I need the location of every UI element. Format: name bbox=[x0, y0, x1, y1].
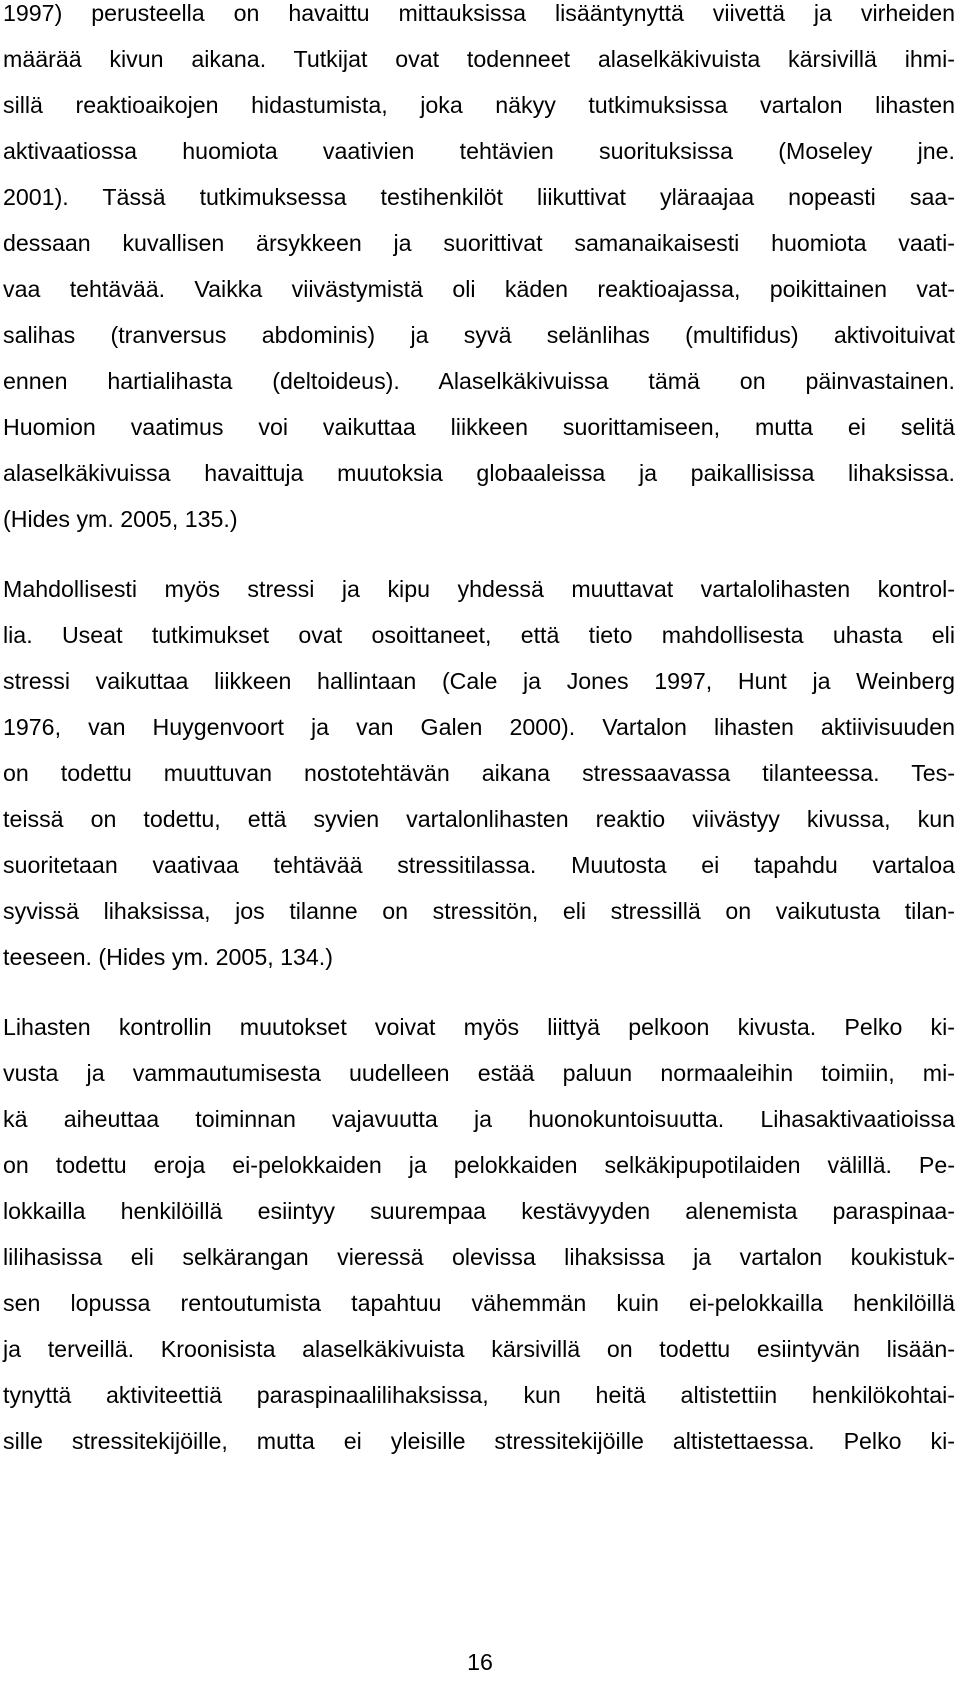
text-line: kä aiheuttaa toiminnan vajavuutta ja huonokuntoisuutta. Lihasaktivaatioissa bbox=[3, 1106, 955, 1132]
text-line: syvissä lihaksissa, jos tilanne on stressitön, eli stressillä on vaikutusta tilan- bbox=[3, 898, 955, 924]
text-line: sille stressitekijöille, mutta ei yleisille stressitekijöille altistettaessa. Pelko ki- bbox=[3, 1428, 955, 1454]
text-line: on todettu eroja ei-pelokkaiden ja pelokkaiden selkäkipupotilaiden välillä. Pe- bbox=[3, 1152, 955, 1178]
text-line: ennen hartialihasta (deltoideus). Alaselkäkivuissa tämä on päinvastainen. bbox=[3, 368, 955, 394]
text-line: lokkailla henkilöillä esiintyy suurempaa kestävyyden alenemista paraspinaa- bbox=[3, 1198, 955, 1224]
text-line: teissä on todettu, että syvien vartalonlihasten reaktio viivästyy kivussa, kun bbox=[3, 806, 955, 832]
text-line: Mahdollisesti myös stressi ja kipu yhdessä muuttavat vartalolihasten kontrol- bbox=[3, 576, 955, 602]
text-line: vusta ja vammautumisesta uudelleen estää paluun normaaleihin toimiin, mi- bbox=[3, 1060, 955, 1086]
text-line: 2001). Tässä tutkimuksessa testihenkilöt liikuttivat yläraajaa nopeasti saa- bbox=[3, 184, 955, 210]
text-line: 1976, van Huygenvoort ja van Galen 2000). Vartalon lihasten aktiivisuuden bbox=[3, 714, 955, 740]
text-line: (Hides ym. 2005, 135.) bbox=[3, 506, 238, 532]
text-line: aktivaatiossa huomiota vaativien tehtävien suorituksissa (Moseley jne. bbox=[3, 138, 955, 164]
paragraph-2 bbox=[3, 566, 955, 980]
text-line: vaa tehtävää. Vaikka viivästymistä oli käden reaktioajassa, poikittainen vat- bbox=[3, 276, 955, 302]
text-line: suoritetaan vaativaa tehtävää stressitilassa. Muutosta ei tapahdu vartaloa bbox=[3, 852, 955, 878]
text-line: Huomion vaatimus voi vaikuttaa liikkeen suorittamiseen, mutta ei selitä bbox=[3, 414, 955, 440]
text-line: salihas (tranversus abdominis) ja syvä selänlihas (multifidus) aktivoituivat bbox=[3, 322, 955, 348]
page-number: 16 bbox=[467, 1649, 493, 1675]
text-line: teeseen. (Hides ym. 2005, 134.) bbox=[3, 944, 333, 970]
text-line: ja terveillä. Kroonisista alaselkäkivuista kärsivillä on todettu esiintyvän lisään- bbox=[3, 1336, 955, 1362]
text-line: Lihasten kontrollin muutokset voivat myös liittyä pelkoon kivusta. Pelko ki- bbox=[3, 1014, 955, 1040]
text-line: 1997) perusteella on havaittu mittauksissa lisääntynyttä viivettä ja virheiden bbox=[3, 0, 955, 26]
text-line: dessaan kuvallisen ärsykkeen ja suorittivat samanaikaisesti huomiota vaati- bbox=[3, 230, 955, 256]
text-line: sen lopussa rentoutumista tapahtuu vähemmän kuin ei-pelokkailla henkilöillä bbox=[3, 1290, 955, 1316]
text-line: määrää kivun aikana. Tutkijat ovat todenneet alaselkäkivuista kärsivillä ihmi- bbox=[3, 46, 955, 72]
text-line: stressi vaikuttaa liikkeen hallintaan (Cale ja Jones 1997, Hunt ja Weinberg bbox=[3, 668, 955, 694]
text-line: sillä reaktioaikojen hidastumista, joka näkyy tutkimuksissa vartalon lihasten bbox=[3, 92, 955, 118]
text-line: tynyttä aktiviteettiä paraspinaalilihaksissa, kun heitä altistettiin henkilökohtai- bbox=[3, 1382, 955, 1408]
paragraph-3 bbox=[3, 1004, 955, 1464]
text-line: lia. Useat tutkimukset ovat osoittaneet, että tieto mahdollisesta uhasta eli bbox=[3, 622, 955, 648]
text-line: on todettu muuttuvan nostotehtävän aikana stressaavassa tilanteessa. Tes- bbox=[3, 760, 955, 786]
text-line: alaselkäkivuissa havaittuja muutoksia globaaleissa ja paikallisissa lihaksissa. bbox=[3, 460, 955, 486]
paragraph-1 bbox=[3, 0, 955, 542]
text-line: lilihasissa eli selkärangan vieressä olevissa lihaksissa ja vartalon koukistuk- bbox=[3, 1244, 955, 1270]
